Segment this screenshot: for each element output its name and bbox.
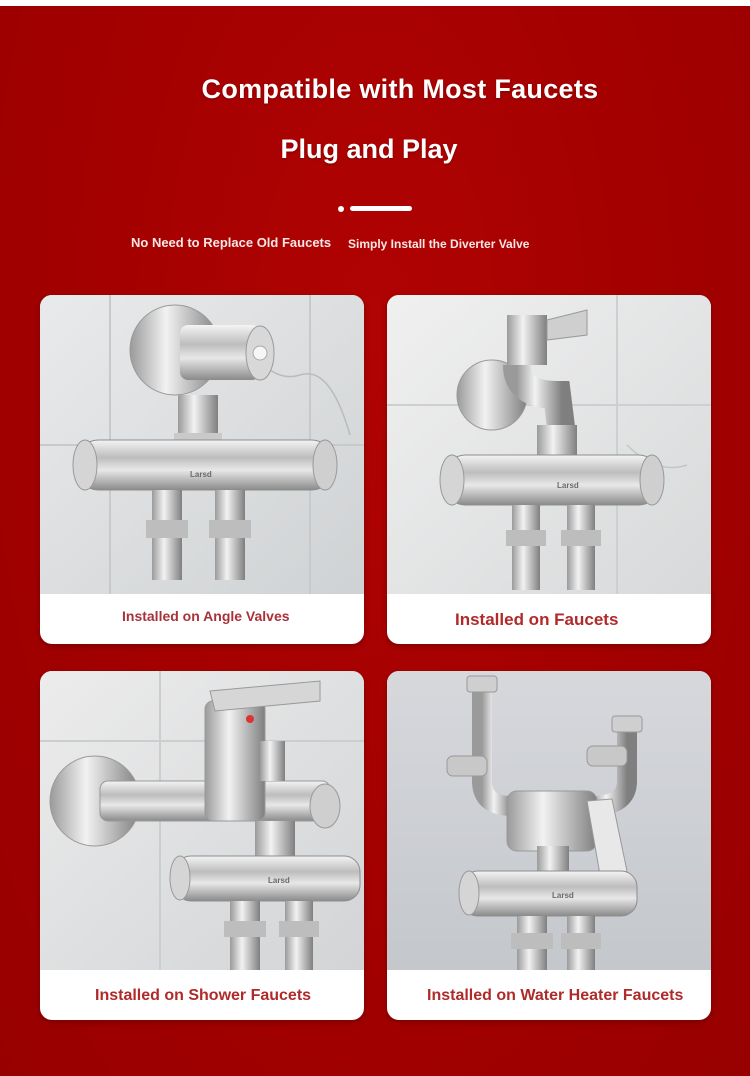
divider-bar	[350, 206, 412, 211]
subheadline: Plug and Play	[280, 134, 458, 164]
card-angle-valves	[40, 295, 364, 644]
note-install-diverter: Simply Install the Diverter Valve	[348, 237, 530, 251]
water-heater-faucet-photo	[387, 671, 711, 970]
headline: Compatible with Most Faucets	[201, 74, 599, 104]
brand-mark: Larsd	[557, 481, 579, 490]
card-shower-faucets	[40, 671, 364, 1020]
angle-valve-photo	[40, 295, 364, 594]
faucet-photo	[387, 295, 711, 594]
card-water-heater-faucets	[387, 671, 711, 1020]
brand-mark: Larsd	[190, 470, 212, 479]
divider-dot	[338, 206, 344, 212]
caption-shower-faucets: Installed on Shower Faucets	[95, 987, 312, 1004]
caption-angle-valves: Installed on Angle Valves	[122, 608, 290, 624]
note-no-replace: No Need to Replace Old Faucets	[131, 235, 332, 250]
caption-faucets: Installed on Faucets	[455, 610, 619, 629]
shower-faucet-photo	[40, 671, 364, 970]
brand-mark: Larsd	[552, 891, 574, 900]
card-faucets	[387, 295, 711, 644]
divider	[338, 204, 418, 214]
caption-water-heater-faucets: Installed on Water Heater Faucets	[427, 987, 684, 1004]
brand-mark: Larsd	[268, 876, 290, 885]
